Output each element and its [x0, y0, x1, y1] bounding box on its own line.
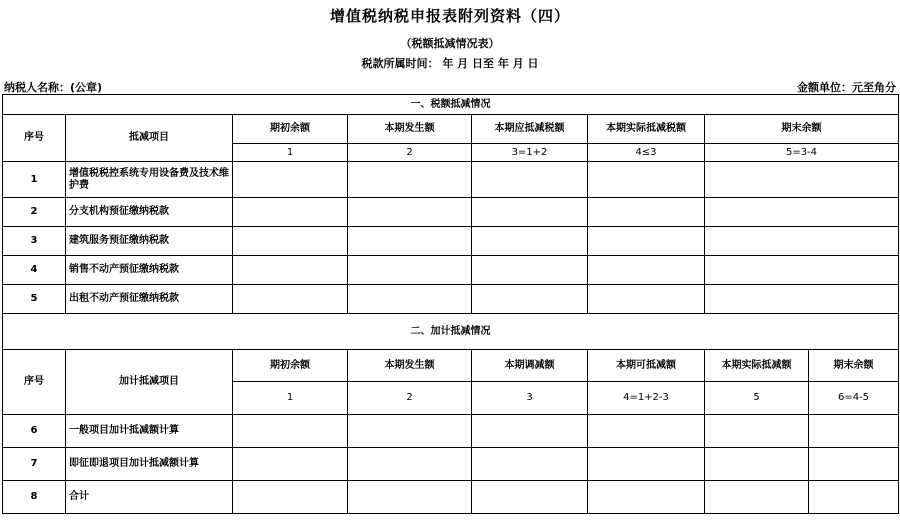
- input-cell[interactable]: [348, 285, 472, 314]
- table-row: [3, 285, 899, 314]
- row-seq: 8: [3, 481, 66, 514]
- section2-title: 二、加计抵减情况: [3, 314, 899, 350]
- input-cell[interactable]: [472, 227, 588, 256]
- table-row: [3, 198, 899, 227]
- deduction-table: [2, 94, 899, 514]
- row-seq: 7: [3, 448, 66, 481]
- input-cell[interactable]: [348, 198, 472, 227]
- input-cell[interactable]: [348, 415, 472, 448]
- section2-col-closing: 期末余额: [809, 350, 899, 382]
- form-title: 增值税纳税申报表附列资料（四）: [329, 7, 570, 25]
- input-cell[interactable]: [705, 285, 899, 314]
- input-cell[interactable]: [233, 481, 348, 514]
- section2-formula-1: 1: [233, 382, 348, 415]
- input-cell[interactable]: [472, 256, 588, 285]
- amount-unit-label: 金额单位：元至角分: [797, 81, 896, 94]
- section2-col-item: 加计抵减项目: [66, 350, 233, 415]
- input-cell[interactable]: [705, 481, 809, 514]
- section2-col-actual: 本期实际抵减额: [705, 350, 809, 382]
- input-cell[interactable]: [472, 448, 588, 481]
- input-cell[interactable]: [348, 227, 472, 256]
- section1-formula-2: 2: [348, 144, 472, 162]
- input-cell[interactable]: [348, 448, 472, 481]
- section2-col-seq: 序号: [3, 350, 66, 415]
- section1-title: 一、税额抵减情况: [3, 95, 899, 115]
- section2-col-current: 本期发生额: [348, 350, 472, 382]
- input-cell[interactable]: [705, 448, 809, 481]
- section2-formula-3: 3: [472, 382, 588, 415]
- section1-formula-5: 5=3-4: [705, 144, 899, 162]
- section2-col-adjust: 本期调减额: [472, 350, 588, 382]
- row-seq: 5: [3, 285, 66, 314]
- input-cell[interactable]: [233, 162, 348, 198]
- input-cell[interactable]: [233, 285, 348, 314]
- input-cell[interactable]: [233, 448, 348, 481]
- table-row: [3, 448, 899, 481]
- row-seq: 1: [3, 162, 66, 198]
- tax-period: 税款所属时间： 年 月 日至 年 月 日: [361, 57, 539, 70]
- row-item: 一般项目加计抵减额计算: [66, 415, 233, 448]
- row-seq: 6: [3, 415, 66, 448]
- input-cell[interactable]: [705, 162, 899, 198]
- row-item: 建筑服务预征缴纳税款: [66, 227, 233, 256]
- section1-col-seq: 序号: [3, 115, 66, 162]
- row-item: 增值税税控系统专用设备费及技术维护费: [66, 162, 233, 198]
- section1-col-opening: 期初余额: [233, 115, 348, 144]
- form-subtitle: （税额抵减情况表）: [400, 37, 500, 50]
- section1-formula-1: 1: [233, 144, 348, 162]
- input-cell[interactable]: [588, 448, 705, 481]
- input-cell[interactable]: [348, 481, 472, 514]
- input-cell[interactable]: [472, 415, 588, 448]
- section2-formula-4: 4=1+2-3: [588, 382, 705, 415]
- row-item: 分支机构预征缴纳税款: [66, 198, 233, 227]
- row-item: 销售不动产预征缴纳税款: [66, 256, 233, 285]
- row-item: 合计: [66, 481, 233, 514]
- section1-formula-4: 4≤3: [588, 144, 705, 162]
- input-cell[interactable]: [588, 256, 705, 285]
- input-cell[interactable]: [233, 256, 348, 285]
- section1-col-current: 本期发生额: [348, 115, 472, 144]
- row-item: 出租不动产预征缴纳税款: [66, 285, 233, 314]
- input-cell[interactable]: [809, 481, 899, 514]
- section2-formula-5: 5: [705, 382, 809, 415]
- section1-formula-3: 3=1+2: [472, 144, 588, 162]
- input-cell[interactable]: [233, 415, 348, 448]
- input-cell[interactable]: [472, 285, 588, 314]
- taxpayer-name-label: 纳税人名称：(公章): [4, 81, 103, 94]
- input-cell[interactable]: [588, 481, 705, 514]
- section1-col-closing: 期末余额: [705, 115, 899, 144]
- input-cell[interactable]: [705, 415, 809, 448]
- section1-col-payable: 本期应抵减税额: [472, 115, 588, 144]
- input-cell[interactable]: [233, 227, 348, 256]
- row-seq: 3: [3, 227, 66, 256]
- table-row: [3, 481, 899, 514]
- input-cell[interactable]: [348, 256, 472, 285]
- input-cell[interactable]: [472, 198, 588, 227]
- row-seq: 2: [3, 198, 66, 227]
- section2-formula-6: 6=4-5: [809, 382, 899, 415]
- input-cell[interactable]: [233, 198, 348, 227]
- section1-col-item: 抵减项目: [66, 115, 233, 162]
- table-row: [3, 162, 899, 198]
- input-cell[interactable]: [472, 481, 588, 514]
- input-cell[interactable]: [705, 198, 899, 227]
- table-row: [3, 415, 899, 448]
- input-cell[interactable]: [588, 285, 705, 314]
- table-row: [3, 256, 899, 285]
- input-cell[interactable]: [705, 227, 899, 256]
- section1-col-actual: 本期实际抵减税额: [588, 115, 705, 144]
- section2-formula-2: 2: [348, 382, 472, 415]
- input-cell[interactable]: [588, 415, 705, 448]
- input-cell[interactable]: [348, 162, 472, 198]
- input-cell[interactable]: [472, 162, 588, 198]
- row-seq: 4: [3, 256, 66, 285]
- section2-col-deductible: 本期可抵减额: [588, 350, 705, 382]
- input-cell[interactable]: [809, 448, 899, 481]
- section2-col-opening: 期初余额: [233, 350, 348, 382]
- input-cell[interactable]: [809, 415, 899, 448]
- input-cell[interactable]: [705, 256, 899, 285]
- input-cell[interactable]: [588, 162, 705, 198]
- input-cell[interactable]: [588, 198, 705, 227]
- input-cell[interactable]: [588, 227, 705, 256]
- table-row: [3, 227, 899, 256]
- row-item: 即征即退项目加计抵减额计算: [66, 448, 233, 481]
